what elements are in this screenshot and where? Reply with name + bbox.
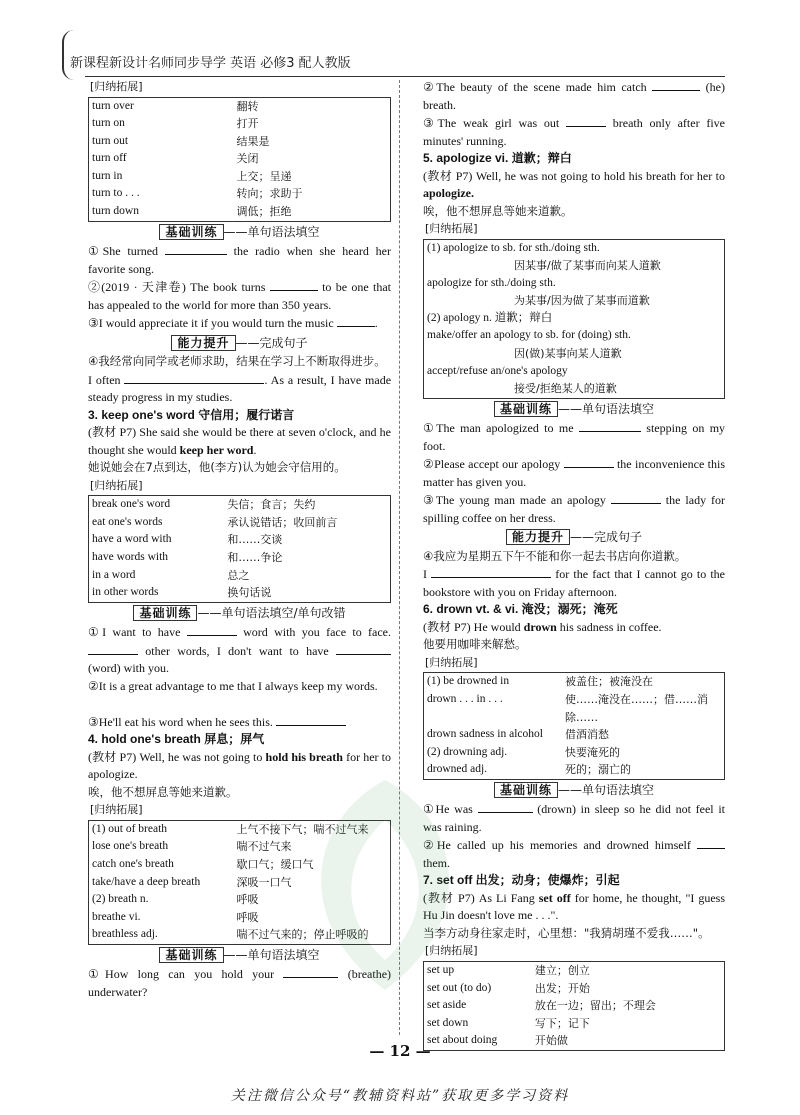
section-5-heading: 5. apologize vi. 道歉；辩白 (423, 151, 572, 165)
phrase-cell: (2) drowning adj. (427, 745, 508, 758)
summary-tag: [ 归纳拓展 ] (88, 79, 145, 95)
section-6-heading: 6. drown vt. & vi. 淹没；溺死；淹死 (423, 602, 618, 617)
section-7-heading: 7. set off 出发；动身；使爆炸；引起 (423, 873, 620, 888)
table-row (89, 874, 391, 892)
meaning-cell: 为某事/因为做了某事而道歉 (514, 294, 650, 308)
apologize-phrase-table (423, 239, 725, 399)
phrase-cell: set down (427, 1016, 469, 1029)
blank[interactable] (270, 278, 318, 291)
phrase-cell: lose one's breath (92, 840, 169, 853)
meaning-cell: 翻转 (236, 99, 259, 113)
meaning-cell: 因(做)某事向某人道歉 (514, 347, 622, 361)
phrase-cell: in other words (92, 586, 159, 599)
phrase-cell: set up (427, 963, 455, 976)
meaning-cell: 关闭 (236, 152, 259, 166)
table-row (424, 761, 725, 779)
word-phrase-table (88, 495, 391, 603)
summary-tag: [ 归纳拓展 ] (88, 802, 145, 818)
table-row (424, 380, 725, 398)
word-exercise-1: ①I want to have word with you face to face. other words, I don't want to have (word) with you. (88, 625, 392, 676)
breath-phrase-table (88, 820, 391, 945)
table-row (89, 891, 391, 909)
section-6-example: (教材 P7) He would drown his sadness in coffee. (423, 619, 662, 634)
word-exercise-3: ③He'll eat his word when he sees this. (88, 713, 391, 732)
meaning-cell: 快要淹死的 (564, 745, 620, 759)
blank[interactable] (336, 642, 391, 655)
turn-phrase-table (88, 97, 391, 222)
table-row (89, 185, 391, 203)
ability-bar: 能力提升 ——完成句子 (423, 529, 725, 547)
phrase-cell: take/have a deep breath (92, 875, 201, 888)
meaning-cell: 结果是 (236, 134, 270, 148)
meaning-cell: 喘不过气来 (236, 840, 292, 854)
table-row (424, 327, 725, 345)
header-rule (85, 76, 725, 77)
basic-training-bar: 基础训练 ——单句语法填空 (88, 224, 391, 242)
meaning-cell: 换句话说 (227, 586, 272, 600)
phrase-cell: turn over (92, 99, 134, 112)
blank[interactable] (579, 419, 641, 432)
blank[interactable] (88, 642, 138, 655)
meaning-cell: 放在一边；留出；不理会 (534, 999, 656, 1013)
section-3-heading: 3. keep one's word 守信用；履行诺言 (88, 407, 295, 422)
phrase-cell: turn to . . . (92, 187, 140, 200)
section-4-translation: 唉，他不想屏息等她来道歉。 (88, 784, 238, 799)
blank[interactable] (564, 455, 614, 468)
phrase-cell: (1) be drowned in (427, 675, 510, 688)
meaning-cell: 开始做 (534, 1034, 568, 1048)
table-row (424, 726, 725, 744)
table-row (424, 1015, 725, 1033)
phrase-cell: breathless adj. (92, 928, 158, 941)
phrase-cell: accept/refuse an/one's apology (427, 364, 568, 377)
table-row (89, 97, 391, 115)
meaning-cell: 歇口气；缓口气 (236, 857, 314, 871)
blank[interactable] (276, 713, 346, 726)
blank[interactable] (283, 965, 338, 978)
summary-tag: [ 归纳拓展 ] (88, 478, 145, 494)
table-row (424, 292, 725, 310)
phrase-cell: turn down (92, 205, 139, 218)
meaning-cell: 出发；开始 (534, 981, 590, 995)
table-row (89, 531, 391, 549)
meaning-cell: 打开 (236, 117, 259, 131)
breath-exercise-3: ③The weak girl was out breath only after five minutes' running. (423, 116, 725, 148)
meaning-cell: 建立；创立 (534, 963, 590, 977)
basic-training-bar: 基础训练 ——单句语法填空 (423, 401, 725, 419)
summary-tag: [ 归纳拓展 ] (423, 655, 480, 671)
blank[interactable] (478, 800, 533, 813)
basic-training-bar: 基础训练 ——单句语法填空 (88, 947, 391, 965)
phrase-cell: have words with (92, 550, 169, 563)
meaning-cell: 转向；求助于 (236, 187, 303, 201)
phrase-cell: turn out (92, 134, 129, 147)
apologize-exercise-4-prompt: ④我应为星期五下午不能和你一起去书店向你道歉。 (423, 548, 687, 563)
summary-tag: [ 归纳拓展 ] (423, 221, 480, 237)
running-header: 新课程新设计名师同步导学 英语 必修3 配人教版 (70, 56, 351, 71)
section-4-heading: 4. hold one's breath 屏息；屏气 (88, 732, 265, 747)
table-row (424, 345, 725, 363)
exercise-1: ①She turned the radio when she heard her favorite song. (88, 244, 392, 276)
blank[interactable] (566, 114, 606, 127)
table-row (89, 820, 391, 838)
section-3-translation: 她说她会在7点到达，他(李方)认为她会守信用的。 (88, 460, 346, 475)
section-7-translation: 当李方动身往家走时，心里想："我猜胡瑾不爱我……"。 (423, 925, 710, 940)
table-row (424, 257, 725, 275)
blank[interactable] (611, 491, 661, 504)
apologize-exercise-3: ③The young man made an apology the lady for spilling coffee on her dress. (423, 493, 726, 525)
meaning-cell: 喘不过气来的；停止呼吸的 (236, 928, 369, 942)
table-row (89, 838, 391, 856)
meaning-cell: 深吸一口气 (236, 875, 292, 889)
table-row (424, 239, 725, 257)
breath-exercise-2: ②The beauty of the scene made him catch (he) breath. (423, 80, 725, 112)
blank[interactable] (697, 836, 725, 849)
phrase-cell: set about doing (427, 1034, 498, 1047)
exercise-4-prompt: ④我经常向同学或老师求助，结果在学习上不断取得进步。 (88, 354, 386, 369)
meaning-cell: 承认说错话；收回前言 (227, 515, 338, 529)
meaning-cell: 调低；拒绝 (236, 205, 292, 219)
meaning-cell: 和……交谈 (227, 533, 283, 547)
meaning-cell: 借酒消愁 (564, 728, 609, 742)
phrase-cell: (2) apology n. 道歉；辩白 (427, 311, 553, 324)
phrase-cell: drown sadness in alcohol (427, 728, 543, 741)
drown-exercise-2: ②He called up his memories and drowned himself them. (423, 836, 725, 872)
table-row (424, 673, 725, 691)
drown-exercise-1: ①He was (drown) in sleep so he did not feel it was raining. (423, 802, 725, 834)
phrase-cell: turn off (92, 152, 127, 165)
table-row (424, 961, 725, 979)
apologize-exercise-1: ①The man apologized to me stepping on my foot. (423, 421, 726, 453)
basic-training-bar: 基础训练 ——单句语法填空/单句改错 (88, 605, 391, 623)
phrase-cell: apologize for sth./doing sth. (427, 276, 556, 289)
meaning-cell: 失信；食言；失约 (227, 498, 316, 512)
summary-tag: [ 归纳拓展 ] (423, 943, 480, 959)
meaning-cell: 上气不接下气；喘不过气来 (236, 822, 369, 836)
set-phrase-table (423, 961, 725, 1051)
exercise-2: ②(2019 · 天津卷) The book turns to be one that has appealed to the world for more than 350 years. (88, 280, 391, 312)
left-column (88, 78, 391, 1001)
table-row (89, 203, 391, 221)
table-row (424, 744, 725, 762)
word-exercise-2: ②It is a great advantage to me that I always keep my words. (88, 678, 378, 693)
table-row (424, 691, 725, 726)
phrase-cell: turn on (92, 117, 125, 130)
table-row (424, 980, 725, 998)
phrase-cell: have a word with (92, 533, 172, 546)
meaning-cell: 接受/拒绝某人的道歉 (514, 382, 617, 396)
drown-phrase-table (423, 672, 725, 780)
table-row (89, 584, 391, 602)
phrase-cell: (1) out of breath (92, 822, 168, 835)
table-row (424, 363, 725, 381)
table-row (424, 1032, 725, 1050)
column-divider (399, 80, 400, 1035)
meaning-cell: 和……争论 (227, 550, 283, 564)
section-5-translation: 唉，他不想屏息等她来道歉。 (423, 203, 573, 218)
table-row (89, 856, 391, 874)
table-row (89, 168, 391, 186)
phrase-cell: set out (to do) (427, 981, 492, 994)
meaning-cell: 死的；溺亡的 (564, 763, 631, 777)
phrase-cell: catch one's breath (92, 857, 174, 870)
footer-note: 关注微信公众号“教辅资料站”获取更多学习资料 (230, 1088, 570, 1104)
meaning-cell: 总之 (227, 568, 250, 582)
table-row (89, 909, 391, 927)
section-7-example: (教材 P7) As Li Fang set off for home, he thought, "I guess Hu Jin doesn't love me . . .". (423, 890, 726, 923)
ability-bar: 能力提升 ——完成句子 (88, 335, 391, 353)
table-row (89, 514, 391, 532)
table-row (89, 115, 391, 133)
table-row (89, 926, 391, 944)
section-4-example: (教材 P7) Well, he was not going to hold his breath for her to apologize. (88, 749, 391, 782)
table-row (89, 496, 391, 514)
table-row (89, 567, 391, 585)
table-row (424, 275, 725, 293)
table-row (89, 133, 391, 151)
exercise-3: ③I would appreciate it if you would turn the music . (88, 316, 378, 331)
phrase-cell: break one's word (92, 498, 171, 511)
basic-training-bar: 基础训练 ——单句语法填空 (423, 782, 725, 800)
breath-exercise-1: ①How long can you hold your (breathe) underwater? (88, 967, 392, 999)
meaning-cell: 上交；呈递 (236, 169, 292, 183)
phrase-cell: drown . . . in . . . (427, 692, 503, 705)
table-row (89, 549, 391, 567)
phrase-cell: breathe vi. (92, 910, 141, 923)
phrase-cell: eat one's words (92, 515, 163, 528)
meaning-cell: 被盖住；被淹没在 (564, 675, 653, 689)
phrase-cell: make/offer an apology to sb. for (doing) sth. (427, 329, 631, 342)
meaning-cell: 呼吸 (236, 893, 259, 907)
blank[interactable] (124, 371, 264, 384)
meaning-cell: 使……淹没在……；借……消除…… (564, 692, 708, 724)
meaning-cell: 因某事/做了某事而向某人道歉 (514, 259, 661, 273)
blank[interactable] (431, 565, 551, 578)
apologize-exercise-2: ②Please accept our apology the inconvenience this matter has given you. (423, 457, 725, 489)
blank[interactable] (652, 78, 700, 91)
blank[interactable] (187, 623, 237, 636)
phrase-cell: set aside (427, 999, 467, 1012)
table-row (89, 150, 391, 168)
phrase-cell: drowned adj. (427, 763, 488, 776)
phrase-cell: (1) apologize to sb. for sth./doing sth. (427, 241, 600, 254)
exercise-4: I often . As a result, I have made steady progress in my studies. (88, 372, 392, 405)
meaning-cell: 写下；记下 (534, 1016, 590, 1030)
apologize-exercise-4: I for the fact that I cannot go to the bookstore with you on Friday afternoon. (423, 567, 725, 599)
blank[interactable] (337, 314, 375, 327)
section-3-example: (教材 P7) She said she would be there at seven o'clock, and he thought she would keep her word. (88, 425, 391, 457)
right-column (423, 78, 725, 1053)
phrase-cell: in a word (92, 568, 136, 581)
phrase-cell: turn in (92, 169, 123, 182)
blank[interactable] (165, 242, 227, 255)
section-6-translation: 他要用咖啡来解愁。 (423, 637, 527, 652)
table-row (424, 310, 725, 328)
page-number: — 12 — (369, 1042, 431, 1060)
meaning-cell: 呼吸 (236, 910, 259, 924)
table-row (424, 997, 725, 1015)
phrase-cell: (2) breath n. (92, 893, 149, 906)
section-5-example: (教材 P7) Well, he was not going to hold his breath for her to apologize. (423, 168, 725, 200)
